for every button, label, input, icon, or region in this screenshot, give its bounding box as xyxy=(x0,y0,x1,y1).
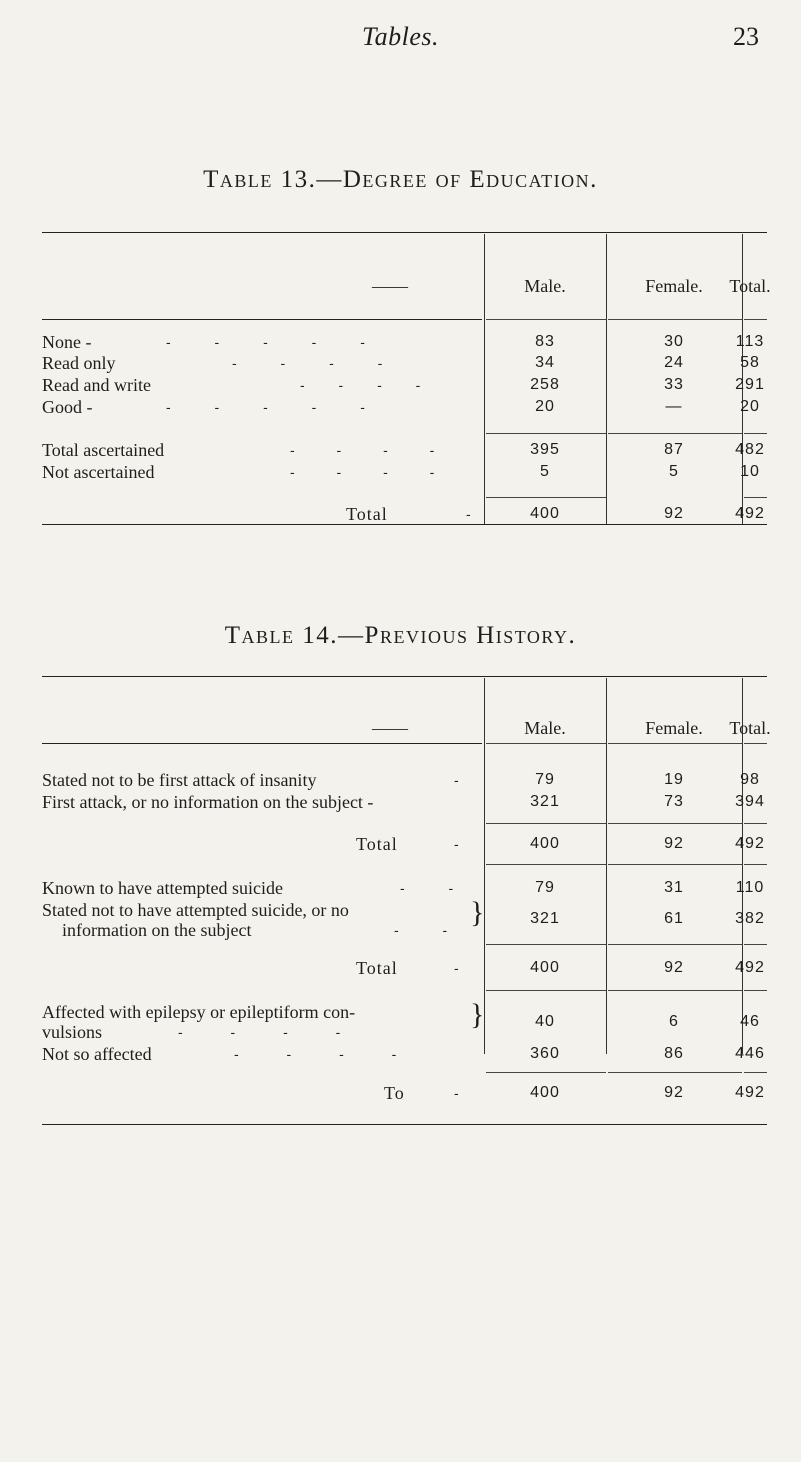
table-13-bottom-rule xyxy=(42,524,767,525)
group-rule xyxy=(486,944,606,945)
table-14-header-rule xyxy=(608,743,742,744)
table-13-total-rule xyxy=(486,497,606,498)
total-value: 482 xyxy=(735,441,765,458)
leader-dashes: - - - - xyxy=(290,442,435,458)
right-brace-icon: } xyxy=(470,896,485,929)
total-label: Total xyxy=(346,504,388,524)
table-14-bottom-rule xyxy=(42,1124,767,1125)
male-value: 34 xyxy=(535,354,555,371)
row-label: Known to have attempted suicide xyxy=(42,878,283,898)
right-brace-icon: } xyxy=(470,998,485,1031)
table-14-header-rule xyxy=(42,743,482,744)
total-value: 394 xyxy=(735,793,765,810)
female-value: 87 xyxy=(664,441,684,458)
table-14-header-rule xyxy=(744,743,767,744)
female-value: 30 xyxy=(664,333,684,350)
table-13-total-rule xyxy=(744,497,767,498)
leader-dashes: - xyxy=(454,1085,459,1101)
row-label: First attack, or no information on the subject - xyxy=(42,792,374,812)
row-label: None - xyxy=(42,332,92,352)
table-13-header-rule xyxy=(486,319,606,320)
running-header: Tables. xyxy=(362,22,439,51)
female-value: 6 xyxy=(669,1013,679,1030)
total-value: 110 xyxy=(735,879,765,896)
group-rule xyxy=(744,1072,767,1073)
row-label: Read and write xyxy=(42,375,151,395)
row-label: Stated not to be first attack of insanity xyxy=(42,770,317,790)
leader-dashes: - - - - xyxy=(232,355,383,371)
total-value: 113 xyxy=(735,333,765,350)
total-value: 10 xyxy=(740,463,760,480)
female-value: 92 xyxy=(664,1084,684,1101)
total-value: 98 xyxy=(740,771,760,788)
group-rule xyxy=(744,944,767,945)
group-rule xyxy=(744,823,767,824)
table-13-subtotal-rule xyxy=(744,433,767,434)
table-14-col-female: Female. xyxy=(645,718,703,738)
male-value: 258 xyxy=(530,376,560,393)
male-value: 321 xyxy=(530,793,560,810)
female-value: 5 xyxy=(669,463,679,480)
row-label: Stated not to have attempted suicide, or no xyxy=(42,900,349,920)
row-label-continued: vulsions xyxy=(42,1022,103,1042)
male-value: 400 xyxy=(530,835,560,852)
female-value: 19 xyxy=(664,771,684,788)
male-value: 400 xyxy=(530,1084,560,1101)
group-rule xyxy=(486,823,606,824)
male-value: 20 xyxy=(535,398,555,415)
table-13-col-female: Female. xyxy=(645,276,703,296)
group-rule xyxy=(608,990,742,991)
total-value: 492 xyxy=(735,959,765,976)
male-value: 400 xyxy=(530,505,560,522)
leader-dashes: - xyxy=(454,772,459,788)
female-value: 92 xyxy=(664,835,684,852)
female-value: 61 xyxy=(664,910,684,927)
leader-dashes: - - xyxy=(400,880,454,896)
group-rule xyxy=(486,990,606,991)
group-rule xyxy=(486,1072,606,1073)
table-13-col-male: Male. xyxy=(524,276,566,296)
female-value: 31 xyxy=(664,879,684,896)
table-13-top-rule xyxy=(42,232,767,233)
male-value: 79 xyxy=(535,879,555,896)
female-value: 92 xyxy=(664,505,684,522)
female-value: 86 xyxy=(664,1045,684,1062)
female-value: 33 xyxy=(664,376,684,393)
row-label-continued: information on the subject xyxy=(62,920,252,940)
row-label: Total ascertained xyxy=(42,440,165,460)
total-value: 58 xyxy=(740,354,760,371)
table-13-subtotal-rule xyxy=(608,433,742,434)
leader-dashes: - - - - xyxy=(234,1046,397,1062)
group-rule xyxy=(744,990,767,991)
total-value: 492 xyxy=(735,1084,765,1101)
table-13-header-rule xyxy=(608,319,742,320)
male-value: 321 xyxy=(530,910,560,927)
leader-dashes: - - - - xyxy=(290,464,435,480)
row-label: Not so affected xyxy=(42,1044,152,1064)
total-value: 492 xyxy=(735,835,765,852)
male-value: 83 xyxy=(535,333,555,350)
leader-dashes: - - - - xyxy=(300,377,421,393)
total-value: 492 xyxy=(735,505,765,522)
male-value: 395 xyxy=(530,441,560,458)
female-value: 24 xyxy=(664,354,684,371)
group-rule xyxy=(608,823,742,824)
group-rule xyxy=(608,864,742,865)
leader-dashes: - - - - xyxy=(178,1024,341,1040)
table-14-header-rule xyxy=(486,743,606,744)
total-label: Total xyxy=(356,958,398,978)
male-value: 79 xyxy=(535,771,555,788)
table-13-title: Table 13.—Degree of Education. xyxy=(203,166,598,193)
row-label: Good - xyxy=(42,397,93,417)
male-value: 360 xyxy=(530,1045,560,1062)
leader-dashes: - xyxy=(454,836,459,852)
leader-dashes: - - - - - xyxy=(166,399,365,415)
leader-dashes: - xyxy=(454,960,459,976)
table-14-col-male: Male. xyxy=(524,718,566,738)
table-14-top-rule xyxy=(42,676,767,677)
group-rule xyxy=(608,1072,742,1073)
leader-dashes: - xyxy=(466,506,471,522)
table-14-title: Table 14.—Previous History. xyxy=(224,622,577,649)
row-label: Read only xyxy=(42,353,116,373)
row-label: Not ascertained xyxy=(42,462,155,482)
group-rule xyxy=(744,864,767,865)
leader-dashes: - - - - - xyxy=(166,334,365,350)
leader-dashes: - - xyxy=(394,922,448,938)
group-rule xyxy=(486,864,606,865)
table-13-header-rule xyxy=(744,319,767,320)
table-14-corner: —— xyxy=(372,718,408,738)
female-value: 92 xyxy=(664,959,684,976)
table-13-col-total: Total. xyxy=(729,276,771,296)
female-value: 73 xyxy=(664,793,684,810)
total-value: 382 xyxy=(735,910,765,927)
total-value: 20 xyxy=(740,398,760,415)
table-13-header-rule xyxy=(42,319,482,320)
male-value: 40 xyxy=(535,1013,555,1030)
total-label: Total xyxy=(356,834,398,854)
male-value: 5 xyxy=(540,463,550,480)
table-13-subtotal-rule xyxy=(486,433,606,434)
female-value: — xyxy=(665,398,683,415)
table-13-corner: —— xyxy=(372,276,408,296)
group-rule xyxy=(608,944,742,945)
total-label: To xyxy=(384,1083,405,1103)
total-value: 446 xyxy=(735,1045,765,1062)
male-value: 400 xyxy=(530,959,560,976)
page-number: 23 xyxy=(733,22,759,51)
total-value: 46 xyxy=(740,1013,760,1030)
total-value: 291 xyxy=(735,376,765,393)
row-label: Affected with epilepsy or epileptiform con- xyxy=(42,1002,356,1022)
table-14-col-total: Total. xyxy=(729,718,771,738)
